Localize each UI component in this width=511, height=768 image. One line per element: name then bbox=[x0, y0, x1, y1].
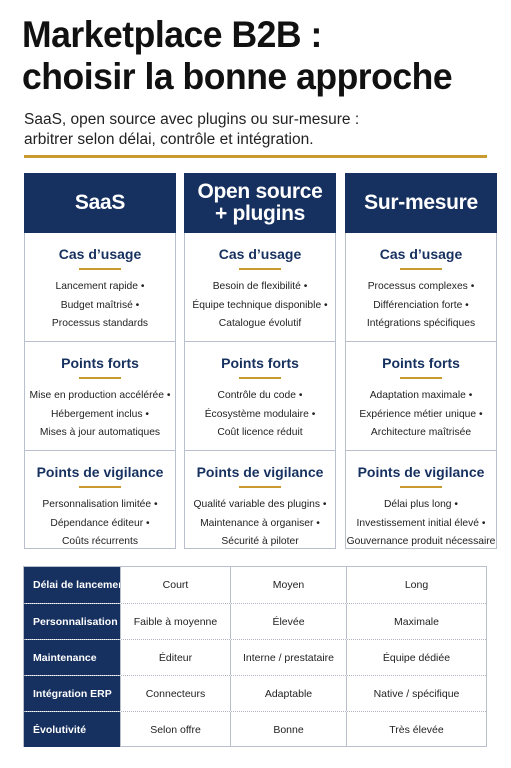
row-label: Intégration ERP bbox=[24, 676, 120, 711]
row-label: Personnalisation bbox=[24, 604, 120, 639]
table-row bbox=[24, 567, 486, 603]
subtitle-line-1: SaaS, open source avec plugins ou sur-mesure : bbox=[24, 111, 360, 128]
table-cell: Court bbox=[120, 567, 230, 603]
comparison-table bbox=[23, 566, 487, 747]
approach-column bbox=[345, 173, 497, 549]
section-underline bbox=[400, 377, 442, 379]
section-item: Intégrations spécifiques bbox=[366, 318, 476, 329]
table-row bbox=[24, 639, 486, 675]
section-underline bbox=[79, 377, 121, 379]
section-title: Points de vigilance bbox=[36, 464, 164, 480]
table-cell: Moyen bbox=[230, 567, 346, 603]
section-title: Cas d’usage bbox=[379, 246, 463, 262]
table-cell: Faible à moyenne bbox=[120, 604, 230, 639]
column-section bbox=[185, 233, 335, 341]
section-underline bbox=[239, 377, 281, 379]
section-item: Architecture maîtrisée bbox=[370, 427, 472, 438]
row-label: Délai de lancement bbox=[24, 567, 120, 603]
subtitle bbox=[24, 110, 494, 150]
section-underline bbox=[79, 486, 121, 488]
column-section bbox=[185, 341, 335, 450]
column-section bbox=[25, 450, 175, 548]
approach-column bbox=[24, 173, 176, 549]
table-cell: Maximale bbox=[346, 604, 486, 639]
column-body bbox=[24, 233, 176, 549]
section-item: Investissement initial élevé • bbox=[356, 517, 486, 529]
section-title: Cas d’usage bbox=[58, 246, 142, 262]
section-item: Personnalisation limitée • bbox=[42, 499, 158, 510]
column-section bbox=[346, 233, 496, 341]
table-cell: Équipe dédiée bbox=[346, 640, 486, 675]
section-title: Points de vigilance bbox=[357, 464, 485, 480]
table-cell: Très élevée bbox=[346, 712, 486, 747]
section-item: Budget maîtrisé • bbox=[60, 299, 140, 311]
section-item: Hébergement inclus • bbox=[50, 408, 150, 420]
row-label: Maintenance bbox=[24, 640, 120, 675]
column-section bbox=[25, 341, 175, 450]
table-cell: Bonne bbox=[230, 712, 346, 747]
section-title: Points forts bbox=[221, 355, 299, 371]
row-label: Évolutivité bbox=[24, 712, 120, 747]
section-item: Adaptation maximale • bbox=[369, 390, 473, 401]
section-item: Maintenance à organiser • bbox=[200, 517, 320, 529]
table-cell: Long bbox=[346, 567, 486, 603]
section-item: Coûts récurrents bbox=[61, 536, 139, 547]
table-cell: Élevée bbox=[230, 604, 346, 639]
section-item: Équipe technique disponible • bbox=[192, 299, 328, 311]
table-cell: Selon offre bbox=[120, 712, 230, 747]
table-cell: Native / spécifique bbox=[346, 676, 486, 711]
section-item: Lancement rapide • bbox=[55, 281, 145, 292]
section-item: Contrôle du code • bbox=[217, 390, 303, 401]
section-item: Mise en production accélérée • bbox=[29, 390, 171, 401]
section-title: Cas d’usage bbox=[218, 246, 302, 262]
page-title bbox=[22, 14, 473, 98]
title-line-2: choisir la bonne approche bbox=[22, 56, 453, 97]
section-item: Gouvernance produit nécessaire bbox=[346, 536, 496, 547]
table-row bbox=[24, 711, 486, 747]
section-item: Délai plus long • bbox=[383, 499, 458, 510]
approach-column bbox=[184, 173, 336, 549]
section-item: Qualité variable des plugins • bbox=[193, 499, 327, 510]
subtitle-line-2: arbitrer selon délai, contrôle et intégration. bbox=[24, 131, 314, 148]
table-cell: Interne / prestataire bbox=[230, 640, 346, 675]
table-row bbox=[24, 603, 486, 639]
section-item: Dépendance éditeur • bbox=[50, 517, 150, 529]
section-item: Écosystème modulaire • bbox=[204, 408, 316, 420]
table-row bbox=[24, 675, 486, 711]
gold-divider bbox=[24, 155, 487, 158]
section-underline bbox=[400, 486, 442, 488]
table-cell: Adaptable bbox=[230, 676, 346, 711]
section-item: Coût licence réduit bbox=[217, 427, 303, 438]
column-section bbox=[346, 450, 496, 548]
section-item: Différenciation forte • bbox=[373, 299, 469, 311]
section-title: Points forts bbox=[382, 355, 460, 371]
column-header: Open source + plugins bbox=[184, 173, 336, 233]
column-header: Sur-mesure bbox=[345, 173, 497, 233]
section-item: Mises à jour automatiques bbox=[39, 427, 161, 438]
section-item: Expérience métier unique • bbox=[359, 408, 483, 420]
column-section bbox=[185, 450, 335, 548]
section-title: Points de vigilance bbox=[196, 464, 324, 480]
section-item: Catalogue évolutif bbox=[218, 318, 302, 329]
section-title: Points forts bbox=[61, 355, 139, 371]
title-line-1: Marketplace B2B : bbox=[22, 14, 322, 55]
section-underline bbox=[400, 268, 442, 270]
section-item: Processus complexes • bbox=[367, 281, 475, 292]
section-item: Processus standards bbox=[51, 318, 149, 329]
column-section bbox=[346, 341, 496, 450]
column-body bbox=[184, 233, 336, 549]
section-item: Sécurité à piloter bbox=[221, 536, 299, 547]
section-underline bbox=[239, 268, 281, 270]
table-cell: Éditeur bbox=[120, 640, 230, 675]
column-section bbox=[25, 233, 175, 341]
table-cell: Connecteurs bbox=[120, 676, 230, 711]
section-item: Besoin de flexibilité • bbox=[212, 281, 308, 292]
section-underline bbox=[239, 486, 281, 488]
column-body bbox=[345, 233, 497, 549]
section-underline bbox=[79, 268, 121, 270]
column-header: SaaS bbox=[24, 173, 176, 233]
